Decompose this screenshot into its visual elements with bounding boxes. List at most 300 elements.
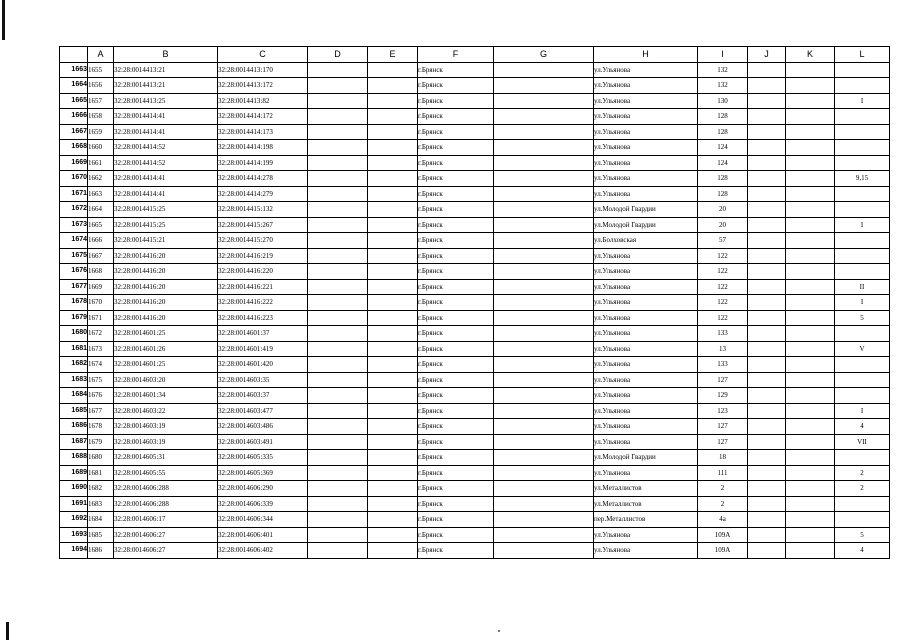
cell-a-index: 1663 [88,186,114,202]
cell-i-house: 13 [698,341,748,357]
cell-d [308,279,368,295]
table-row [60,465,890,481]
cell-g [494,496,594,512]
cell-a-index: 1665 [88,217,114,233]
cell-h-street: ул.Молодой Гвардии [594,217,698,233]
cell-g [494,171,594,187]
cell-c-cadastral-number: 32:28:0014601:420 [218,357,308,373]
cell-c-cadastral-number: 32:28:0014414:172 [218,109,308,125]
cell-f-city: г.Брянск [418,248,494,264]
cell-b-parcel: 32:28:0014416:20 [114,248,218,264]
cell-i-house: 127 [698,372,748,388]
cell-k [786,527,835,543]
cell-f-city: г.Брянск [418,434,494,450]
table-row [60,512,890,528]
cell-e [368,450,418,466]
cell-h-street: ул.Ульянова [594,93,698,109]
cell-k [786,326,835,342]
cell-e [368,109,418,125]
table-row [60,295,890,311]
cell-d [308,403,368,419]
cell-b-parcel: 32:28:0014416:20 [114,310,218,326]
cell-k [786,481,835,497]
cell-c-cadastral-number: 32:28:0014413:172 [218,78,308,94]
column-header-i: I [698,47,748,63]
cell-h-street: ул.Ульянова [594,109,698,125]
row-number: 1680 [60,326,88,342]
cell-f-city: г.Брянск [418,124,494,140]
table-row [60,264,890,280]
cell-g [494,155,594,171]
cell-b-parcel: 32:28:0014413:25 [114,93,218,109]
cell-k [786,450,835,466]
row-number: 1687 [60,434,88,450]
cell-g [494,264,594,280]
cell-i-house: 129 [698,388,748,404]
cell-b-parcel: 32:28:0014606:27 [114,527,218,543]
cell-k [786,496,835,512]
row-number: 1670 [60,171,88,187]
cell-h-street: ул.Болховская [594,233,698,249]
cell-c-cadastral-number: 32:28:0014414:278 [218,171,308,187]
cell-h-street: ул.Ульянова [594,357,698,373]
cell-d [308,202,368,218]
cell-g [494,124,594,140]
cell-j [748,155,786,171]
table-row [60,279,890,295]
cell-e [368,155,418,171]
cell-k [786,202,835,218]
cell-g [494,202,594,218]
cell-l-note [835,450,890,466]
cell-d [308,109,368,125]
cell-a-index: 1681 [88,465,114,481]
cell-a-index: 1668 [88,264,114,280]
cell-f-city: г.Брянск [418,93,494,109]
cell-i-house: 133 [698,357,748,373]
cell-e [368,527,418,543]
cell-h-street: ул.Ульянова [594,527,698,543]
cell-j [748,217,786,233]
cell-j [748,434,786,450]
table-row [60,372,890,388]
cell-i-house: 109А [698,527,748,543]
cell-g [494,78,594,94]
cell-k [786,543,835,559]
cell-l-note: II [835,279,890,295]
cell-g [494,233,594,249]
row-number: 1693 [60,527,88,543]
cell-h-street: ул.Ульянова [594,543,698,559]
cell-i-house: 124 [698,155,748,171]
cell-g [494,543,594,559]
cell-a-index: 1686 [88,543,114,559]
cell-d [308,248,368,264]
table-row [60,450,890,466]
row-number: 1673 [60,217,88,233]
cell-e [368,78,418,94]
cell-c-cadastral-number: 32:28:0014414:199 [218,155,308,171]
cell-g [494,140,594,156]
column-header-k: K [786,47,835,63]
cell-k [786,62,835,78]
cell-e [368,295,418,311]
cell-h-street: ул.Ульянова [594,434,698,450]
cell-k [786,233,835,249]
cell-g [494,217,594,233]
cell-a-index: 1671 [88,310,114,326]
cell-i-house: 128 [698,109,748,125]
cell-c-cadastral-number: 32:28:0014415:267 [218,217,308,233]
cell-i-house: 20 [698,217,748,233]
cell-i-house: 4а [698,512,748,528]
row-number: 1669 [60,155,88,171]
cell-k [786,434,835,450]
cell-d [308,496,368,512]
cell-d [308,124,368,140]
cell-a-index: 1657 [88,93,114,109]
cell-g [494,341,594,357]
cell-b-parcel: 32:28:0014601:26 [114,341,218,357]
cell-b-parcel: 32:28:0014416:20 [114,264,218,280]
cell-b-parcel: 32:28:0014415:25 [114,202,218,218]
cell-f-city: г.Брянск [418,310,494,326]
cell-e [368,93,418,109]
cell-k [786,248,835,264]
cell-a-index: 1660 [88,140,114,156]
cell-j [748,403,786,419]
cell-k [786,109,835,125]
row-number: 1686 [60,419,88,435]
cell-j [748,465,786,481]
cell-f-city: г.Брянск [418,279,494,295]
cell-c-cadastral-number: 32:28:0014603:486 [218,419,308,435]
cell-d [308,233,368,249]
cell-i-house: 132 [698,62,748,78]
cell-f-city: г.Брянск [418,496,494,512]
cell-g [494,310,594,326]
cell-f-city: г.Брянск [418,419,494,435]
cell-d [308,357,368,373]
cell-j [748,295,786,311]
cell-h-street: ул.Молодой Гвардии [594,202,698,218]
cell-a-index: 1682 [88,481,114,497]
table-row [60,434,890,450]
row-number: 1692 [60,512,88,528]
cell-c-cadastral-number: 32:28:0014606:402 [218,543,308,559]
cell-j [748,186,786,202]
cell-i-house: 20 [698,202,748,218]
cell-b-parcel: 32:28:0014601:25 [114,326,218,342]
row-number: 1672 [60,202,88,218]
cell-i-house: 122 [698,264,748,280]
cell-j [748,171,786,187]
cell-f-city: г.Брянск [418,155,494,171]
cell-a-index: 1684 [88,512,114,528]
cell-h-street: ул.Ульянова [594,264,698,280]
cell-l-note: 9,15 [835,171,890,187]
cell-a-index: 1680 [88,450,114,466]
cell-k [786,403,835,419]
cell-b-parcel: 32:28:0014413:21 [114,62,218,78]
cell-i-house: 122 [698,279,748,295]
row-number: 1671 [60,186,88,202]
cell-f-city: г.Брянск [418,403,494,419]
cell-b-parcel: 32:28:0014606:288 [114,481,218,497]
cell-i-house: 128 [698,186,748,202]
cell-b-parcel: 32:28:0014414:41 [114,109,218,125]
table-row [60,217,890,233]
cell-c-cadastral-number: 32:28:0014415:270 [218,233,308,249]
cell-l-note [835,248,890,264]
cell-b-parcel: 32:28:0014603:19 [114,419,218,435]
cell-b-parcel: 32:28:0014414:52 [114,155,218,171]
cell-k [786,155,835,171]
cell-g [494,372,594,388]
cell-c-cadastral-number: 32:28:0014414:198 [218,140,308,156]
row-number: 1677 [60,279,88,295]
table-row [60,326,890,342]
row-number: 1664 [60,78,88,94]
cell-g [494,326,594,342]
scan-speck [498,630,500,632]
row-number: 1682 [60,357,88,373]
table-row [60,341,890,357]
cell-d [308,434,368,450]
cell-f-city: г.Брянск [418,78,494,94]
cell-e [368,264,418,280]
cell-j [748,248,786,264]
cell-e [368,233,418,249]
column-header-a: A [88,47,114,63]
cell-b-parcel: 32:28:0014413:21 [114,78,218,94]
cell-j [748,202,786,218]
cell-c-cadastral-number: 32:28:0014415:132 [218,202,308,218]
cell-a-index: 1685 [88,527,114,543]
cell-d [308,341,368,357]
cell-h-street: ул.Ульянова [594,124,698,140]
cell-h-street: ул.Ульянова [594,341,698,357]
cell-b-parcel: 32:28:0014416:20 [114,295,218,311]
cell-f-city: г.Брянск [418,295,494,311]
cell-k [786,419,835,435]
cell-f-city: г.Брянск [418,233,494,249]
cell-e [368,419,418,435]
cell-c-cadastral-number: 32:28:0014606:339 [218,496,308,512]
cell-f-city: г.Брянск [418,481,494,497]
cell-e [368,357,418,373]
cell-d [308,481,368,497]
cell-h-street: пер.Металлистов [594,512,698,528]
cell-i-house: 122 [698,295,748,311]
cell-l-note: I [835,93,890,109]
table-row [60,93,890,109]
cell-c-cadastral-number: 32:28:0014606:401 [218,527,308,543]
cell-e [368,279,418,295]
cell-i-house: 122 [698,248,748,264]
cell-k [786,310,835,326]
cell-g [494,527,594,543]
cell-g [494,512,594,528]
cell-d [308,465,368,481]
cell-j [748,419,786,435]
cell-j [748,124,786,140]
cell-d [308,78,368,94]
cell-i-house: 133 [698,326,748,342]
cell-k [786,217,835,233]
cell-l-note [835,78,890,94]
cell-a-index: 1661 [88,155,114,171]
cell-b-parcel: 32:28:0014606:27 [114,543,218,559]
cell-l-note: 4 [835,543,890,559]
cell-c-cadastral-number: 32:28:0014414:173 [218,124,308,140]
cell-a-index: 1678 [88,419,114,435]
cell-f-city: г.Брянск [418,217,494,233]
cell-c-cadastral-number: 32:28:0014413:82 [218,93,308,109]
cell-a-index: 1676 [88,388,114,404]
cell-b-parcel: 32:28:0014605:31 [114,450,218,466]
table-row [60,124,890,140]
cell-j [748,450,786,466]
cell-h-street: ул.Ульянова [594,372,698,388]
cell-k [786,295,835,311]
cell-f-city: г.Брянск [418,264,494,280]
cell-i-house: 130 [698,93,748,109]
cell-d [308,388,368,404]
cell-g [494,109,594,125]
cell-c-cadastral-number: 32:28:0014603:35 [218,372,308,388]
row-number: 1685 [60,403,88,419]
cell-j [748,496,786,512]
cell-h-street: ул.Ульянова [594,78,698,94]
cell-c-cadastral-number: 32:28:0014416:221 [218,279,308,295]
cell-j [748,78,786,94]
cell-h-street: ул.Металлистов [594,481,698,497]
cell-l-note: 2 [835,465,890,481]
table-row [60,419,890,435]
cell-b-parcel: 32:28:0014603:22 [114,403,218,419]
cell-j [748,543,786,559]
cell-j [748,279,786,295]
cell-b-parcel: 32:28:0014415:21 [114,233,218,249]
column-header-g: G [494,47,594,63]
cell-i-house: 127 [698,434,748,450]
cell-h-street: ул.Ульянова [594,186,698,202]
cell-l-note: VII [835,434,890,450]
cell-k [786,186,835,202]
cell-l-note [835,357,890,373]
row-number: 1679 [60,310,88,326]
row-number: 1688 [60,450,88,466]
cell-g [494,388,594,404]
cell-i-house: 57 [698,233,748,249]
cell-k [786,357,835,373]
cell-c-cadastral-number: 32:28:0014416:222 [218,295,308,311]
cell-j [748,481,786,497]
cell-d [308,450,368,466]
cell-d [308,93,368,109]
cell-e [368,62,418,78]
cell-c-cadastral-number: 32:28:0014601:419 [218,341,308,357]
table-row [60,202,890,218]
cell-a-index: 1658 [88,109,114,125]
cell-b-parcel: 32:28:0014414:41 [114,124,218,140]
cell-d [308,264,368,280]
cell-k [786,171,835,187]
scan-edge-mark-bottom [6,622,9,640]
cell-a-index: 1659 [88,124,114,140]
cell-l-note: I [835,403,890,419]
cell-j [748,62,786,78]
cell-f-city: г.Брянск [418,527,494,543]
table-row [60,481,890,497]
cell-i-house: 18 [698,450,748,466]
cell-a-index: 1670 [88,295,114,311]
table-row [60,310,890,326]
cell-i-house: 127 [698,419,748,435]
cell-l-note [835,124,890,140]
cell-a-index: 1675 [88,372,114,388]
row-number: 1691 [60,496,88,512]
cell-l-note [835,372,890,388]
cell-g [494,465,594,481]
cell-c-cadastral-number: 32:28:0014416:220 [218,264,308,280]
cell-g [494,434,594,450]
cell-e [368,341,418,357]
cell-b-parcel: 32:28:0014601:34 [114,388,218,404]
column-header-c: C [218,47,308,63]
cell-h-street: ул.Ульянова [594,403,698,419]
cell-e [368,481,418,497]
cell-l-note [835,264,890,280]
cell-c-cadastral-number: 32:28:0014416:223 [218,310,308,326]
cell-d [308,186,368,202]
cell-b-parcel: 32:28:0014606:288 [114,496,218,512]
cell-l-note [835,326,890,342]
cell-a-index: 1669 [88,279,114,295]
cell-a-index: 1667 [88,248,114,264]
column-header-b: B [114,47,218,63]
cell-e [368,403,418,419]
cell-l-note: 5 [835,527,890,543]
row-number: 1666 [60,109,88,125]
cell-i-house: 109А [698,543,748,559]
cell-l-note [835,388,890,404]
column-header-row [60,47,890,63]
cell-j [748,527,786,543]
cell-l-note [835,62,890,78]
cell-d [308,419,368,435]
cell-e [368,310,418,326]
cell-j [748,233,786,249]
cell-h-street: ул.Ульянова [594,155,698,171]
cell-f-city: г.Брянск [418,372,494,388]
cell-g [494,62,594,78]
cell-b-parcel: 32:28:0014415:25 [114,217,218,233]
row-number: 1683 [60,372,88,388]
column-header-d: D [308,47,368,63]
cell-d [308,171,368,187]
table-row [60,357,890,373]
cell-d [308,217,368,233]
cell-l-note [835,109,890,125]
column-header-h: H [594,47,698,63]
cell-j [748,512,786,528]
cell-e [368,543,418,559]
cell-h-street: ул.Ульянова [594,248,698,264]
cell-e [368,140,418,156]
row-number: 1674 [60,233,88,249]
